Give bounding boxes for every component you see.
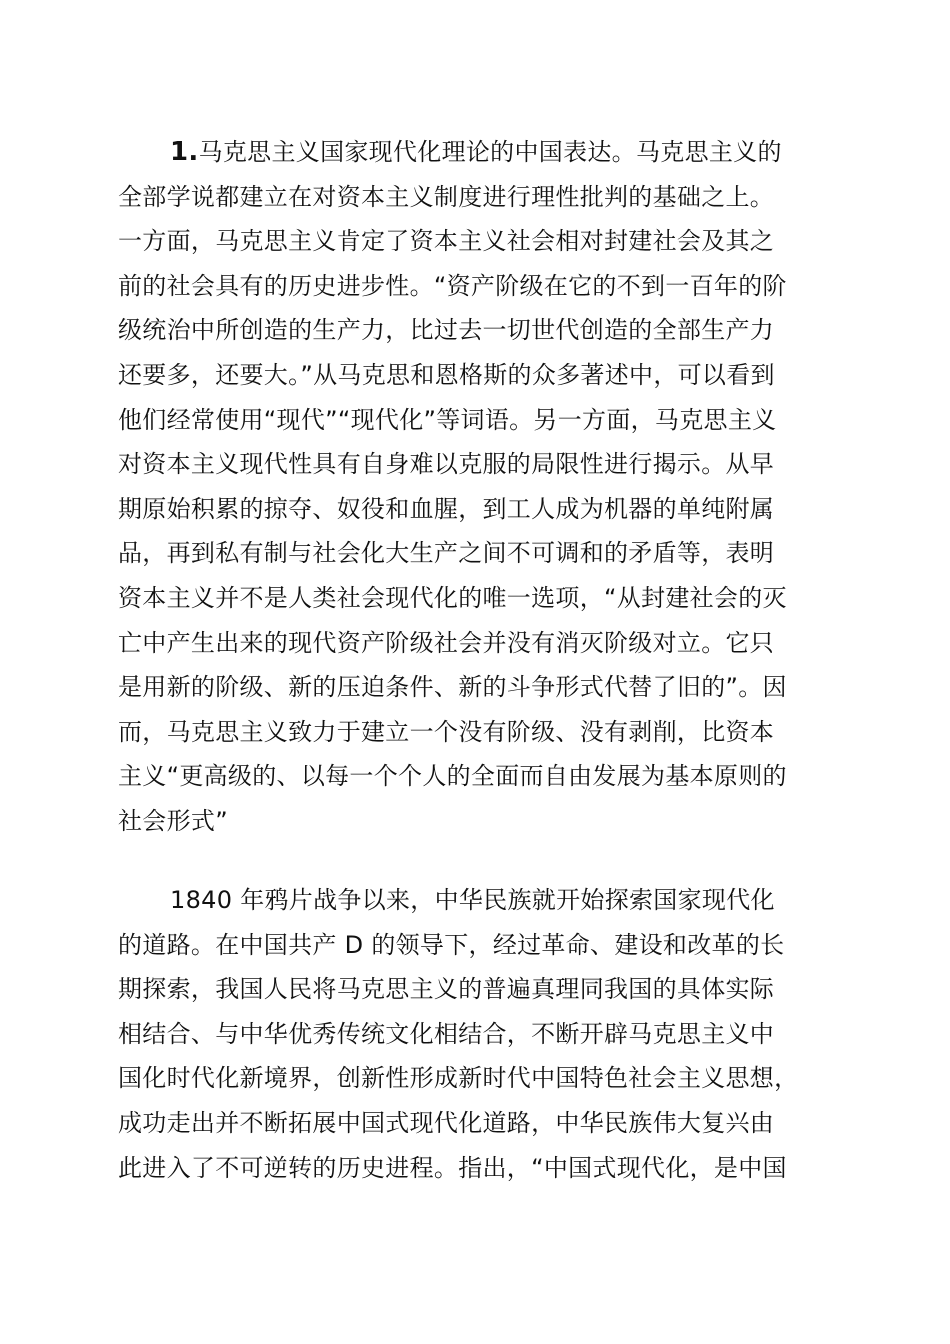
paragraph-1-line-14: 而，马克思主义致力于建立一个没有阶级、没有剥削，比资本 bbox=[118, 717, 775, 746]
paragraph-2-line-1: 1840 年鸦片战争以来，中华民族就开始探索国家现代化 bbox=[170, 886, 775, 914]
paragraph-2 bbox=[118, 878, 838, 1190]
paragraph-1-line-5: 级统治中所创造的生产力，比过去一切世代创造的全部生产力 bbox=[118, 316, 775, 345]
paragraph-1-line-15: 主义“更高级的、以每一个个人的全面而自由发展为基本原则的 bbox=[118, 762, 787, 791]
paragraph-1-line-1: 1.马克思主义国家现代化理论的中国表达。马克思主义的 bbox=[170, 137, 782, 167]
paragraph-1 bbox=[118, 130, 838, 844]
paragraph-1-line-4: 前的社会具有的历史进步性。“资产阶级在它的不到一百年的阶 bbox=[118, 271, 787, 300]
paragraph-1-line-12: 亡中产生出来的现代资产阶级社会并没有消灭阶级对立。它只 bbox=[118, 628, 775, 657]
paragraph-1-line-8: 对资本主义现代性具有自身难以克服的局限性进行揭示。从早 bbox=[118, 450, 775, 479]
paragraph-2-line-4: 相结合、与中华优秀传统文化相结合，不断开辟马克思主义中 bbox=[118, 1019, 775, 1048]
paragraph-2-line-7: 此进入了不可逆转的历史进程。指出，“中国式现代化，是中国 bbox=[118, 1153, 787, 1182]
paragraph-2-line-3: 期探索，我国人民将马克思主义的普遍真理同我国的具体实际 bbox=[118, 975, 775, 1004]
paragraph-1-line-11: 资本主义并不是人类社会现代化的唯一选项，“从封建社会的灭 bbox=[118, 583, 787, 612]
paragraph-1-line-6: 还要多，还要大。”从马克思和恩格斯的众多著述中，可以看到 bbox=[118, 360, 775, 389]
paragraph-1-line-7: 他们经常使用“现代”“现代化”等词语。另一方面，马克思主义 bbox=[118, 405, 777, 434]
paragraph-1-line-9: 期原始积累的掠夺、奴役和血腥，到工人成为机器的单纯附属 bbox=[118, 494, 775, 523]
paragraph-2-line-5: 国化时代化新境界，创新性形成新时代中国特色社会主义思想， bbox=[118, 1064, 799, 1093]
paragraph-1-line-2: 全部学说都建立在对资本主义制度进行理性批判的基础之上。 bbox=[118, 182, 775, 211]
paragraph-2-line-6: 成功走出并不断拓展中国式现代化道路，中华民族伟大复兴由 bbox=[118, 1108, 775, 1137]
paragraph-1-line-3: 一方面，马克思主义肯定了资本主义社会相对封建社会及其之 bbox=[118, 227, 775, 256]
paragraph-1-line-13: 是用新的阶级、新的压迫条件、新的斗争形式代替了旧的”。因 bbox=[118, 673, 787, 702]
paragraph-1-line-10: 品，再到私有制与社会化大生产之间不可调和的矛盾等，表明 bbox=[118, 539, 775, 568]
section-number: 1. bbox=[170, 137, 199, 167]
paragraph-1-line-16: 社会形式” bbox=[118, 806, 228, 835]
paragraph-2-line-2: 的道路。在中国共产 D 的领导下，经过革命、建设和改革的长 bbox=[118, 930, 785, 959]
